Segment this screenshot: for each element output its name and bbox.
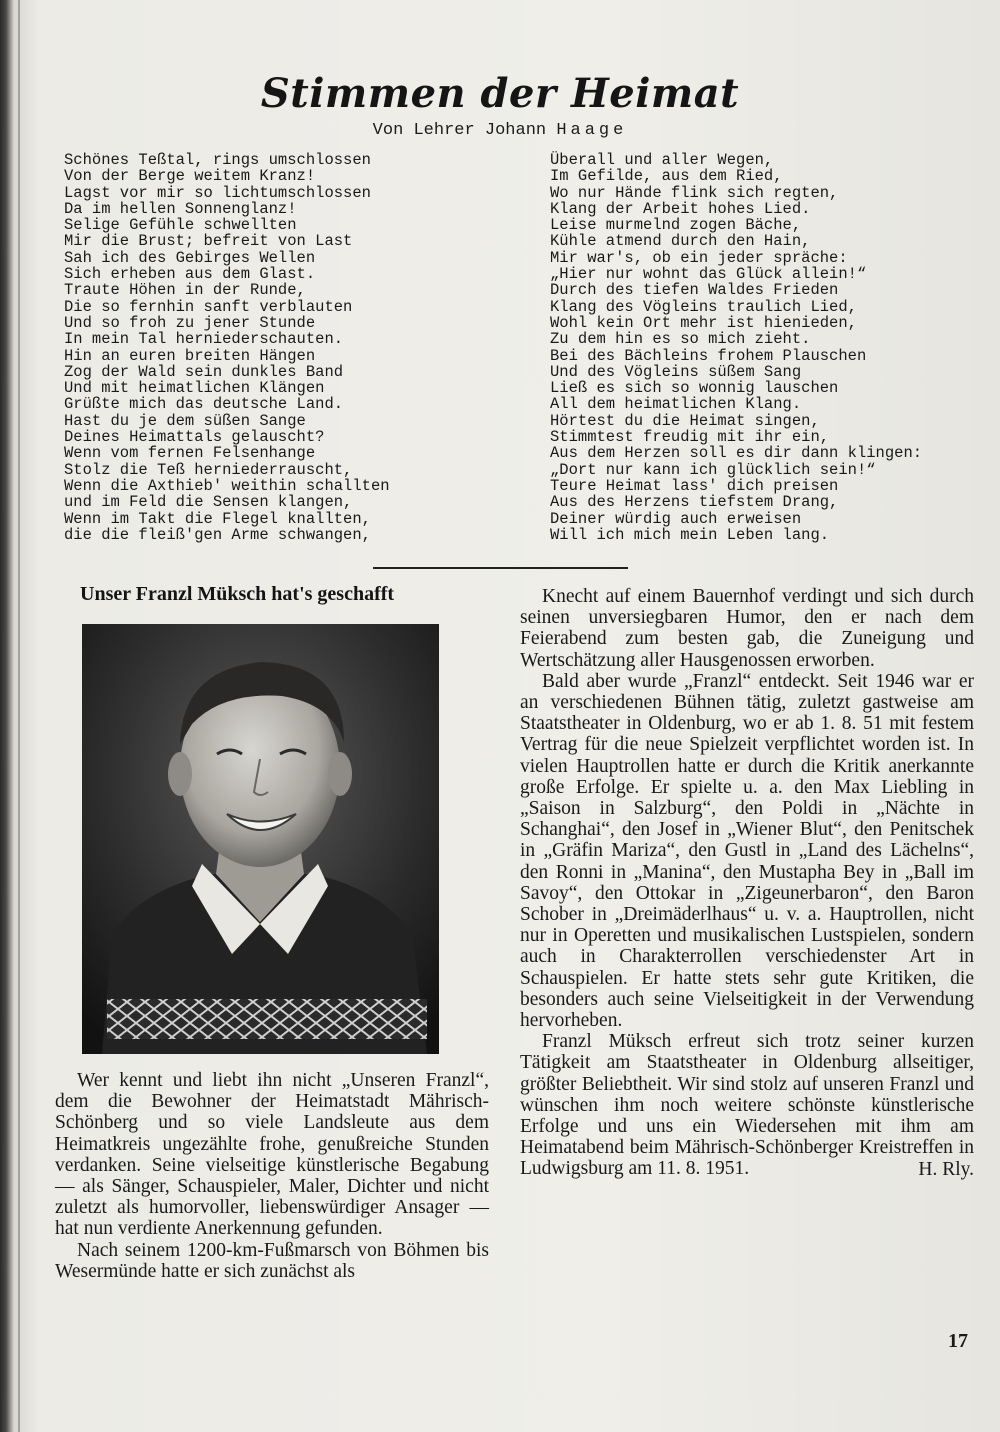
binding-gutter bbox=[18, 0, 20, 1432]
poem-line: All dem heimatlichen Klang. bbox=[550, 395, 802, 414]
poem-line: Bei des Bächleins frohem Plauschen bbox=[550, 346, 867, 365]
poem-line: Die so fernhin sanft verblauten bbox=[64, 297, 353, 316]
poem-line: Mir war's, ob ein jeder spräche: bbox=[550, 248, 848, 267]
poem-line: Klang des Vögleins traulich Lied, bbox=[550, 297, 857, 316]
poem-line: Hörtest du die Heimat singen, bbox=[550, 411, 820, 430]
poem-line: Durch des tiefen Waldes Frieden bbox=[550, 281, 839, 300]
poem-line: Hin an euren breiten Hängen bbox=[64, 346, 316, 365]
byline-prefix: Von Lehrer Johann bbox=[372, 121, 547, 140]
poem-line: Klang der Arbeit hohes Lied. bbox=[550, 199, 811, 218]
poem-line: Leise murmelnd zogen Bäche, bbox=[550, 216, 802, 235]
poem-title: Stimmen der Heimat bbox=[260, 70, 740, 117]
poem-line: die die fleiß'gen Arme schwangen, bbox=[64, 525, 371, 544]
poem-line: Ließ es sich so wonnig lauschen bbox=[550, 379, 839, 398]
poem-line: Im Gefilde, aus dem Ried, bbox=[550, 167, 783, 186]
poem-line: Aus des Herzens tiefstem Drang, bbox=[550, 493, 839, 512]
portrait-photo bbox=[82, 624, 439, 1054]
poem-line: Traute Höhen in der Runde, bbox=[64, 281, 306, 300]
poem-line: Wohl kein Ort mehr ist hienieden, bbox=[550, 313, 857, 332]
poem-line: Sah ich des Gebirges Wellen bbox=[64, 248, 316, 267]
article-signature: H. Rly. bbox=[918, 1158, 974, 1180]
poem-line: Deines Heimattals gelauscht? bbox=[64, 428, 325, 447]
poem-line: Mir die Brust; befreit von Last bbox=[64, 232, 353, 251]
poem-line: Aus dem Herzen soll es dir dann klingen: bbox=[550, 444, 923, 463]
poem-line: Schönes Teßtal, rings umschlossen bbox=[64, 151, 371, 169]
poem-line: Sich erheben aus dem Glast. bbox=[64, 265, 316, 284]
poem-line: Und mit heimatlichen Klängen bbox=[64, 379, 325, 398]
poem-line: Wo nur Hände flink sich regten, bbox=[550, 183, 839, 202]
article-paragraph: Knecht auf einem Bauernhof verdingt und sich durch seinen unversiegbaren Humor, den er nach dem Feierabend zum besten gab, die Zuneigung und Wertschätzung aller Hausgenossen erworben. bbox=[520, 586, 974, 671]
poem-line: und im Feld die Sensen klangen, bbox=[64, 493, 353, 512]
poem-line: Und des Vögleins süßem Sang bbox=[550, 362, 802, 381]
poem-line: „Hier nur wohnt das Glück allein!“ bbox=[550, 265, 867, 284]
article-right-column bbox=[520, 586, 974, 1180]
poem-line: Deiner würdig auch erweisen bbox=[550, 509, 802, 528]
poem-line: Grüßte mich das deutsche Land. bbox=[64, 395, 344, 414]
poem-left-column bbox=[64, 152, 390, 543]
poem-line: Selige Gefühle schwellten bbox=[64, 216, 297, 235]
poem-line: Und so froh zu jener Stunde bbox=[64, 313, 316, 332]
poem-line: Zu dem hin es so mich zieht. bbox=[550, 330, 811, 349]
poem-line: Will ich mich mein Leben lang. bbox=[550, 525, 830, 544]
poem-line: Überall und aller Wegen, bbox=[550, 151, 774, 169]
poem-line: Stimmtest freudig mit ihr ein, bbox=[550, 428, 830, 447]
page-number: 17 bbox=[948, 1330, 968, 1352]
poem-line: Teure Heimat lass' dich preisen bbox=[550, 476, 839, 495]
poem-line: Kühle atmend durch den Hain, bbox=[550, 232, 811, 251]
poem-line: Wenn vom fernen Felsenhange bbox=[64, 444, 316, 463]
poem-byline bbox=[0, 121, 1000, 140]
poem-line: Wenn die Axthieb' weithin schallten bbox=[64, 476, 390, 495]
poem-line: Hast du je dem süßen Sange bbox=[64, 411, 306, 430]
poem-line: Stolz die Teß herniederrauscht, bbox=[64, 460, 353, 479]
poem-line: Lagst vor mir so lichtumschlossen bbox=[64, 183, 371, 202]
section-divider bbox=[373, 567, 628, 569]
article-paragraph: Franzl Müksch erfreut sich trotz seiner kurzen Tätigkeit am Staatstheater in Oldenburg allseitiger, größter Beliebtheit. Wir sind stolz auf unseren Franzl und wünschen ihm noch weitere schönste künstlerische Erfolge und uns ein Wiedersehen mit ihm am Heimatabend beim Mährisch-Schönberger Kreistreffen in Ludwigsburg am 11. 8. 1951. bbox=[520, 1031, 974, 1180]
poem-line: „Dort nur kann ich glücklich sein!“ bbox=[550, 460, 876, 479]
byline-author-name: Haage bbox=[556, 121, 628, 140]
poem-line: Da im hellen Sonnenglanz! bbox=[64, 199, 297, 218]
poem-line: Zog der Wald sein dunkles Band bbox=[64, 362, 344, 381]
poem-line: In mein Tal herniederschauten. bbox=[64, 330, 344, 349]
article-title: Unser Franzl Müksch hat's geschafft bbox=[80, 583, 395, 605]
portrait-illustration bbox=[82, 624, 439, 1054]
poem-right-column bbox=[550, 152, 922, 543]
article-paragraph: Bald aber wurde „Franzl“ entdeckt. Seit 1946 war er an verschiedenen Bühnen tätig, zuletzt gastweise am Staatstheater in Oldenburg, wo er ab 1. 8. 51 mit festem Vertrag für die neue Spielzeit verpflichtet worden ist. In vielen Hauptrollen hatte er durch die Kritik anerkannte große Erfolge. Er spielte u. a. den Max Liebling in „Saison in Salzburg“, den Poldi in „Nächte in Schanghai“, den Josef in „Wiener Blut“, den Penitschek in „Gräfin Mariza“, den Gustl in „Land des Lächelns“, den Ronni in „Manina“, den Mustapha Bey in „Ball im Savoy“, den Ottokar in „Zigeunerbaron“, den Baron Schober in „Dreimäderlhaus“ u. v. a. Hauptrollen, nicht nur in Operetten und musikalischen Lustspielen, sondern auch in Charakterrollen verschiedenster Art in Schauspielen. Er hatte stets sehr gute Kritiken, die besonders auch seine Vielseitigkeit in der Verwendung hervorheben. bbox=[520, 670, 974, 1032]
poem-line: Wenn im Takt die Flegel knallten, bbox=[64, 509, 371, 528]
article-left-column bbox=[55, 1070, 489, 1282]
poem-line: Von der Berge weitem Kranz! bbox=[64, 167, 316, 186]
article-paragraph: Wer kennt und liebt ihn nicht „Unseren Franzl“, dem die Bewohner der Heimatstadt Mährisch-Schönberg und so viele Landsleute aus dem Heimatkreis ungezählte frohe, genußreiche Stunden verdanken. Seine vielseitige künstlerische Begabung — als Sänger, Schauspieler, Maler, Dichter und nicht zuletzt als humorvoller, liebenswürdiger Ansager — hat nun verdiente Anerkennung gefunden. bbox=[55, 1070, 489, 1240]
article-paragraph: Nach seinem 1200-km-Fußmarsch von Böhmen bis Wesermünde hatte er sich zunächst als bbox=[55, 1239, 489, 1282]
